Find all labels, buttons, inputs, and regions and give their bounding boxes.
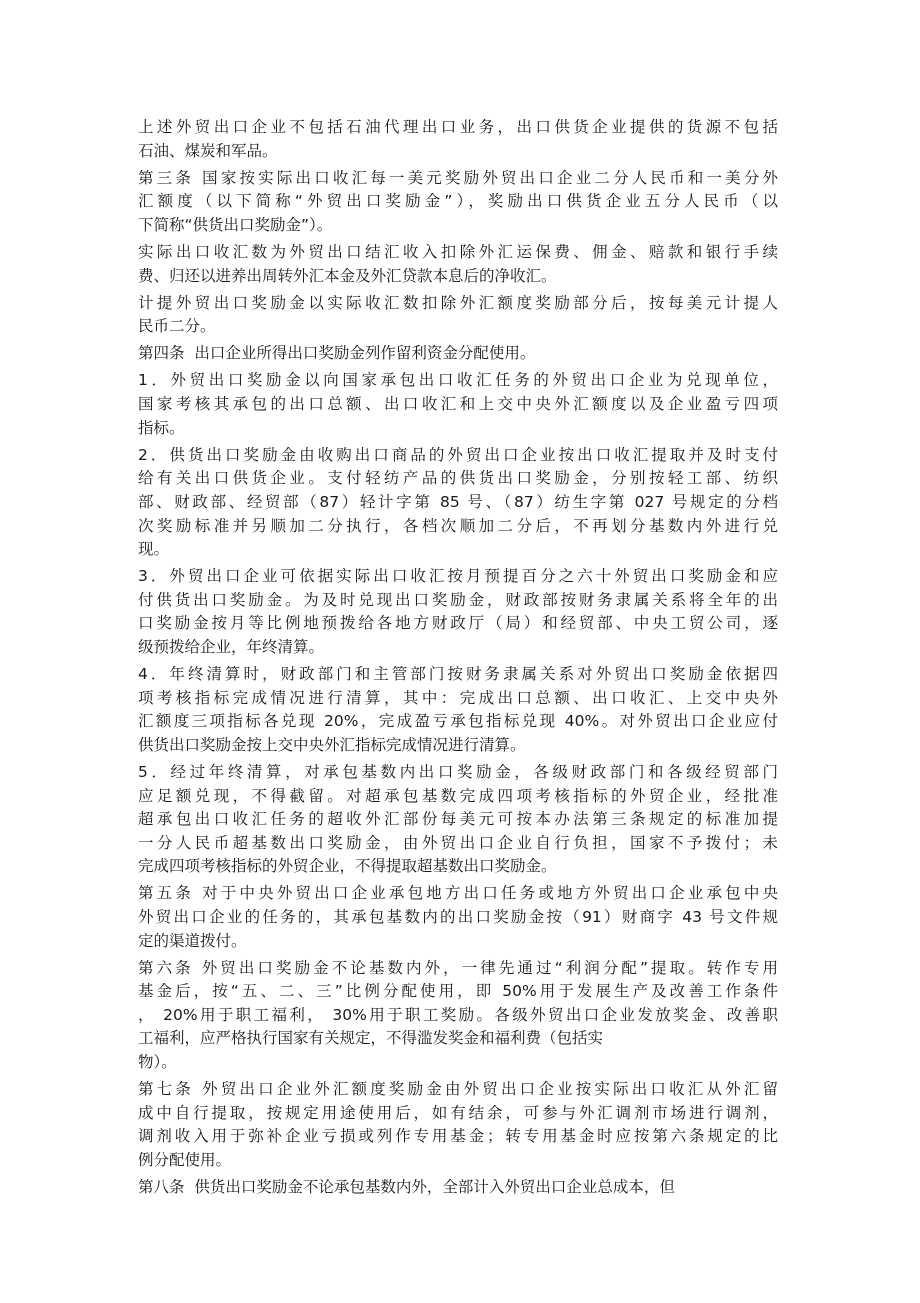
text-line: 2．供货出口奖励金由收购出口商品的外贸出口企业按出口收汇提取并及时支付 (138, 445, 778, 464)
text-line: 指标。 (138, 418, 185, 437)
text-line: 成中自行提取，按规定用途使用后，如有结余，可参与外汇调剂市场进行调剂， (138, 1103, 778, 1122)
text-line: 民币二分。 (138, 317, 216, 336)
text-line: 部、财政部、经贸部（87）轻计字第 85 号、（87）纺生字第 027 号规定的分档 (138, 492, 778, 511)
text-line: 第五条 对于中央外贸出口企业承包地方出口任务或地方外贸出口企业承包中央 (138, 884, 778, 903)
text-line: 第八条 供货出口奖励金不论承包基数内外，全部计入外贸出口企业总成本，但 (138, 1178, 675, 1197)
text-line: 实际出口收汇数为外贸出口结汇收入扣除外汇运保费、佣金、赔款和银行手续 (138, 242, 778, 261)
paragraph (138, 663, 778, 757)
paragraph (138, 882, 778, 953)
text-line: 物）。 (138, 1053, 177, 1072)
paragraph (138, 444, 778, 562)
text-line: 超承包出口收汇任务的超收外汇部份每美元可按本办法第三条规定的标准加提 (138, 810, 778, 829)
text-line: 费、归还以进养出周转外汇本金及外汇贷款本息后的净收汇。 (138, 266, 557, 285)
text-line: 第四条 出口企业所得出口奖励金列作留利资金分配使用。 (138, 344, 536, 363)
text-line: 调剂收入用于弥补企业亏损或列作专用基金；转专用基金时应按第六条规定的比 (138, 1127, 778, 1146)
text-line: 下简称“供货出口奖励金”）。 (138, 215, 333, 234)
text-line: 供货出口奖励金按上交中央外汇指标完成情况进行清算。 (138, 735, 526, 754)
text-line: 次奖励标准并另顺加二分执行，各档次顺加二分后，不再划分基数内外进行兑 (138, 516, 778, 535)
document-body (138, 116, 778, 1203)
text-line: 定的渠道拨付。 (138, 931, 247, 950)
text-line: ， 20%用于职工福利， 30%用于职工奖励。各级外贸出口企业发放奖金、改善职 (138, 1005, 778, 1024)
text-line: 汇额度（以下简称“外贸出口奖励金”），奖励出口供货企业五分人民币（以 (138, 192, 778, 211)
text-line: 项考核指标完成情况进行清算，其中：完成出口总额、出口收汇、上交中央外 (138, 688, 778, 707)
text-line: 5．经过年终清算，对承包基数内出口奖励金，各级财政部门和各级经贸部门 (138, 762, 778, 781)
text-line: 汇额度三项指标各兑现 20%，完成盈亏承包指标兑现 40%。对外贸出口企业应付 (138, 712, 778, 731)
text-line: 第六条 外贸出口奖励金不论基数内外，一律先通过“利润分配”提取。转作专用 (138, 958, 778, 977)
text-line: 上述外贸出口企业不包括石油代理出口业务，出口供货企业提供的货源不包括 (138, 118, 778, 136)
paragraph (138, 116, 778, 163)
text-line: 完成四项考核指标的外贸企业，不得提取超基数出口奖励金。 (138, 857, 557, 876)
paragraph (138, 957, 778, 1075)
paragraph (138, 369, 778, 440)
text-line: 例分配使用。 (138, 1150, 232, 1169)
paragraph (138, 761, 778, 879)
text-line: 4．年终清算时，财政部门和主管部门按财务隶属关系对外贸出口奖励金依据四 (138, 665, 778, 684)
paragraph (138, 241, 778, 288)
paragraph (138, 565, 778, 659)
text-line: 基金后，按“五、二、三”比例分配使用，即 50%用于发展生产及改善工作条件 (138, 982, 778, 1001)
text-line: 3．外贸出口企业可依据实际出口收汇按月预提百分之六十外贸出口奖励金和应 (138, 567, 778, 586)
text-line: 计提外贸出口奖励金以实际收汇数扣除外汇额度奖励部分后，按每美元计提人 (138, 293, 778, 312)
paragraph (138, 342, 778, 366)
paragraph (138, 1176, 778, 1200)
paragraph (138, 167, 778, 238)
paragraph (138, 1078, 778, 1172)
text-line: 口奖励金按月等比例地预拨给各地方财政厅（局）和经贸部、中央工贸公司，逐 (138, 614, 778, 633)
text-line: 应足额兑现，不得截留。对超承包基数完成四项考核指标的外贸企业，经批准 (138, 786, 778, 805)
text-line: 一分人民币超基数出口奖励金，由外贸出口企业自行负担，国家不予拨付；未 (138, 833, 778, 852)
paragraph (138, 292, 778, 339)
text-line: 石油、煤炭和军品。 (138, 141, 278, 160)
text-line: 给有关出口供货企业。支付轻纺产品的供货出口奖励金，分别按轻工部、纺织 (138, 469, 778, 488)
text-line: 付供货出口奖励金。为及时兑现出口奖励金，财政部按财务隶属关系将全年的出 (138, 590, 778, 609)
text-line: 现。 (138, 540, 170, 559)
text-line: 工福利，应严格执行国家有关规定，不得滥发奖金和福利费（包括实 (138, 1029, 604, 1048)
text-line: 国家考核其承包的出口总额、出口收汇和上交中央外汇额度以及企业盈亏四项 (138, 395, 778, 414)
text-line: 外贸出口企业的任务的，其承包基数内的出口奖励金按（91）财商字 43 号文件规 (138, 908, 778, 926)
text-line: 级预拨给企业，年终清算。 (138, 637, 325, 656)
text-line: 第三条 国家按实际出口收汇每一美元奖励外贸出口企业二分人民币和一美分外 (138, 168, 778, 187)
text-line: 第七条 外贸出口企业外汇额度奖励金由外贸出口企业按实际出口收汇从外汇留 (138, 1080, 778, 1099)
text-line: 1．外贸出口奖励金以向国家承包出口收汇任务的外贸出口企业为兑现单位， (138, 371, 778, 390)
